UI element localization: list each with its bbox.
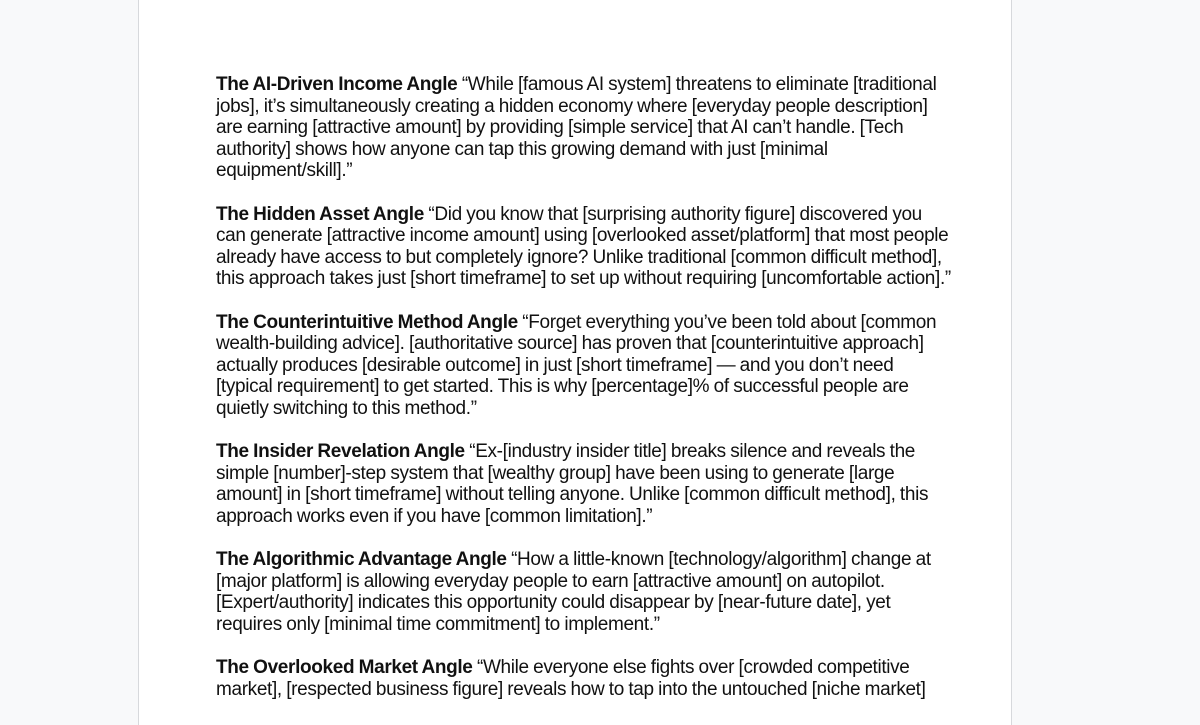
paragraph-counterintuitive-method	[216, 312, 952, 420]
paragraph-algorithmic-advantage	[216, 549, 952, 635]
paragraph-ai-driven-income	[216, 74, 952, 182]
paragraph-text: “How a little-known [technology/algorithm] change at [major platform] is allowing everyday people to earn [attractive amount] on autopilot. [Expert/authority] indicates this opportunity could disappear by [near-future date], yet requires only [minimal time commitment] to implement.”	[216, 549, 931, 635]
document-page	[138, 0, 1012, 725]
paragraph-text: “While everyone else fights over [crowded competitive market], [respected business figure] reveals how to tap into the untouched [niche market]	[216, 657, 926, 700]
paragraph-title: The Insider Revelation Angle	[216, 441, 465, 463]
paragraph-title: The AI-Driven Income Angle	[216, 74, 458, 95]
paragraph-text: “Forget everything you’ve been told about [common wealth-building advice]. [authoritative source] has proven that [counterintuitive approach] actually produces [desirable outcome] in just [short timeframe] — and you don’t need [typical requirement] to get started. This is why [percentage]% of successful people are quietly switching to this method.”	[216, 311, 937, 419]
paragraph-overlooked-market	[216, 657, 952, 700]
paragraph-text: “While [famous AI system] threatens to eliminate [traditional jobs], it’s simultaneously creating a hidden economy where [everyday people description] are earning [attractive amount] by providing [simple service] that AI can’t handle. [Tech authority] shows how anyone can tap this growing demand with just [minimal equipment/skill].”	[216, 74, 937, 182]
paragraph-text: “Ex-[industry insider title] breaks silence and reveals the simple [number]-step system that [wealthy group] have been using to generate [large amount] in [short timeframe] without telling anyone. Unlike [common difficult method], this approach works even if you have [common limitation].”	[216, 441, 929, 527]
document-body	[216, 74, 952, 722]
paragraph-title: The Overlooked Market Angle	[216, 657, 473, 679]
paragraph-text: “Did you know that [surprising authority figure] discovered you can generate [attractive income amount] using [overlooked asset/platform] that most people already have access to but completely ignore? Unlike traditional [common difficult method], this approach takes just [short timeframe] to set up without requiring [uncomfortable action].”	[216, 203, 951, 290]
paragraph-hidden-asset	[216, 204, 952, 290]
paragraph-title: The Algorithmic Advantage Angle	[216, 549, 507, 571]
paragraph-title: The Hidden Asset Angle	[216, 203, 424, 225]
paragraph-insider-revelation	[216, 441, 952, 527]
paragraph-title: The Counterintuitive Method Angle	[216, 311, 518, 333]
